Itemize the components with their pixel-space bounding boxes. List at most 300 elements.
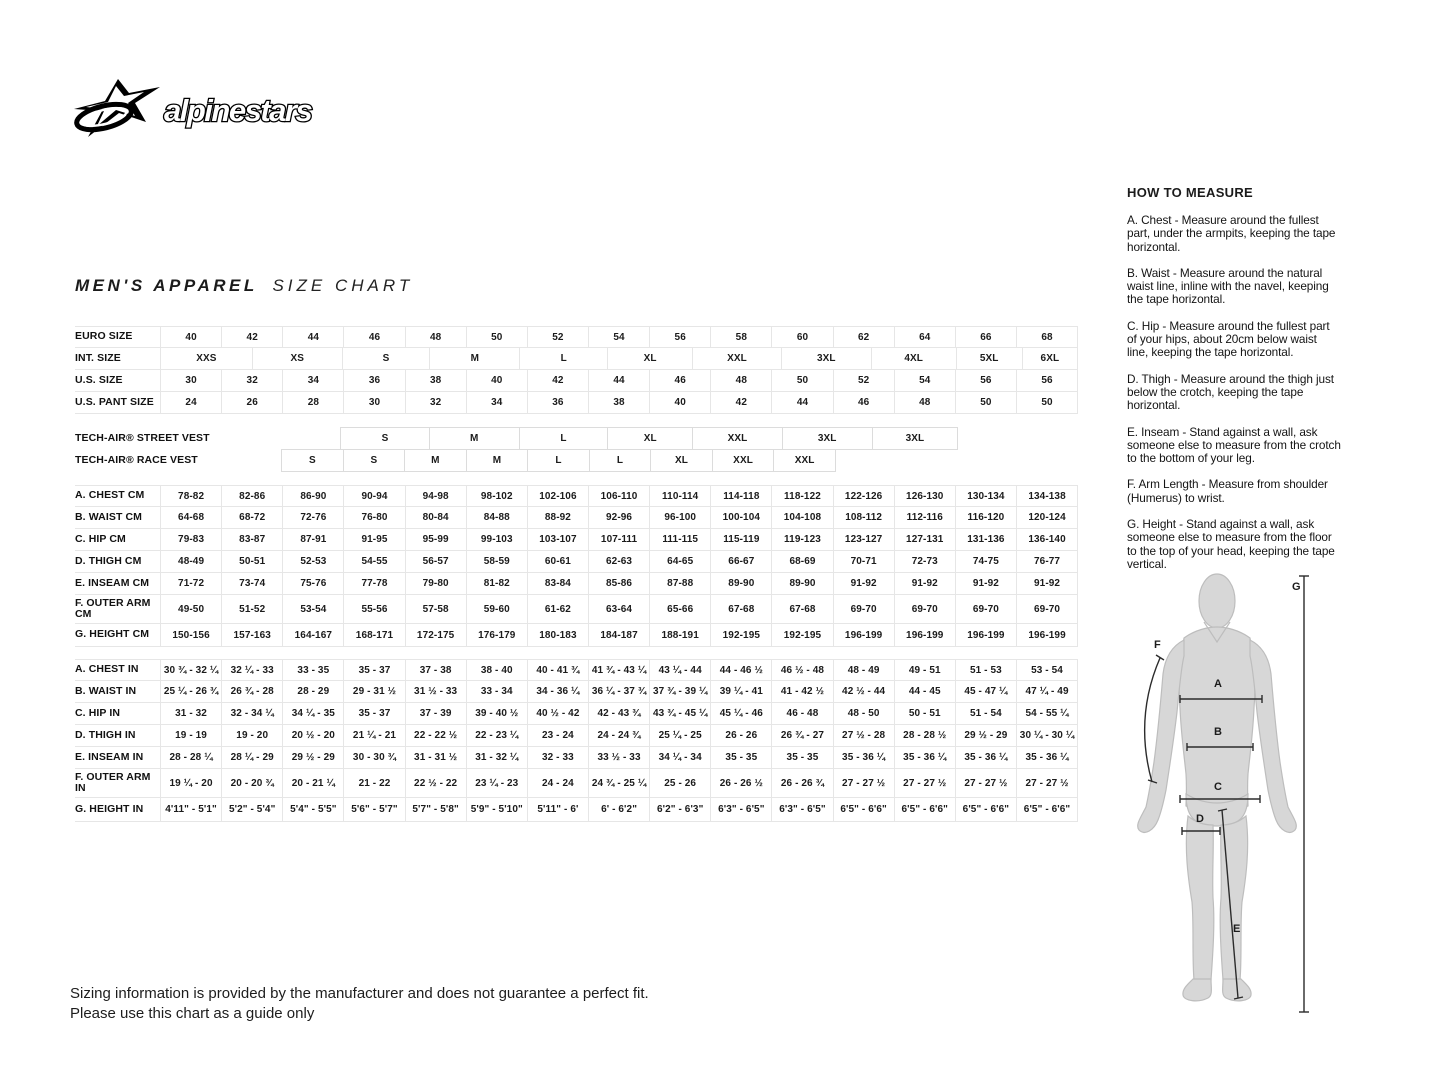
row-label: A. CHEST CM — [75, 489, 145, 502]
table-row — [75, 370, 1078, 392]
size-cell: 27 - 27 ½ — [894, 769, 955, 797]
size-cell: 83-87 — [221, 529, 282, 550]
size-cell: 5'7" - 5'8" — [405, 798, 466, 821]
size-cell: 26 - 26 ¾ — [771, 769, 832, 797]
size-cell: 118-122 — [771, 486, 832, 506]
size-cell: 33 - 35 — [282, 660, 343, 680]
logo-wordmark: alpinestars — [164, 93, 312, 128]
size-cell: 28 - 28 ½ — [894, 725, 955, 746]
size-cell: 46 - 48 — [771, 703, 832, 724]
size-cell: 62-63 — [588, 551, 649, 572]
size-cell: 48-49 — [160, 551, 221, 572]
size-cell: 114-118 — [710, 486, 771, 506]
page-title-light: SIZE CHART — [272, 276, 414, 295]
size-cell: 196-199 — [833, 624, 894, 646]
row-label: B. WAIST IN — [75, 684, 137, 697]
size-cell: L — [519, 427, 608, 450]
size-cell: 96-100 — [649, 507, 710, 528]
size-cell: 24 - 24 — [527, 769, 588, 797]
size-cell: 25 - 26 — [649, 769, 710, 797]
size-cell: 5'9" - 5'10" — [466, 798, 527, 821]
size-cell: M — [466, 449, 529, 472]
row-cells — [160, 486, 1078, 506]
size-cell: 22 ½ - 22 — [405, 769, 466, 797]
size-cell: 123-127 — [833, 529, 894, 550]
size-cell: 22 - 22 ½ — [405, 725, 466, 746]
row-label: D. THIGH CM — [75, 554, 142, 567]
size-cell: 25 ¼ - 26 ¾ — [160, 681, 221, 702]
size-cell: 48 — [894, 392, 955, 413]
size-cell: 47 ¼ - 49 — [1016, 681, 1078, 702]
row-label: A. CHEST IN — [75, 663, 139, 676]
size-cell: 30 — [160, 370, 221, 391]
empty-cell — [836, 449, 1078, 472]
size-cell: 69-70 — [833, 595, 894, 623]
size-cell: 30 ¼ - 30 ¼ — [1016, 725, 1078, 746]
size-cell: 53-54 — [282, 595, 343, 623]
page-title-bold: MEN'S APPAREL — [75, 276, 258, 295]
size-cell: 69-70 — [955, 595, 1016, 623]
size-cell: 91-92 — [894, 573, 955, 594]
size-cell: 64 — [894, 327, 955, 347]
size-cell: 30 — [343, 392, 404, 413]
size-cell: 30 ¾ - 32 ¼ — [160, 660, 221, 680]
size-cell: 106-110 — [588, 486, 649, 506]
size-cell: 91-95 — [343, 529, 404, 550]
size-cell: 34 — [282, 370, 343, 391]
size-cell: 57-58 — [405, 595, 466, 623]
size-cell: 150-156 — [160, 624, 221, 646]
table-row — [75, 529, 1078, 551]
table-gap — [75, 647, 1078, 659]
size-cell: 107-111 — [588, 529, 649, 550]
size-cell: 54 — [588, 327, 649, 347]
table-row — [75, 769, 1078, 798]
size-cell: 26 - 26 ½ — [710, 769, 771, 797]
size-cell: 49 - 51 — [894, 660, 955, 680]
figure-label-d: D — [1196, 813, 1204, 825]
size-cell: 45 ¼ - 46 — [710, 703, 771, 724]
size-cell: 73-74 — [221, 573, 282, 594]
size-cell: 115-119 — [710, 529, 771, 550]
size-cell: 40 - 41 ¾ — [527, 660, 588, 680]
size-cell: 6'5" - 6'6" — [894, 798, 955, 821]
size-cell: 51 - 54 — [955, 703, 1016, 724]
size-cell: 56 — [955, 370, 1016, 391]
table-row — [75, 551, 1078, 573]
size-cell: 5'4" - 5'5" — [282, 798, 343, 821]
size-cell: 65-66 — [649, 595, 710, 623]
row-cells — [160, 681, 1078, 702]
size-cell: 34 ¼ - 35 — [282, 703, 343, 724]
row-cells — [160, 370, 1078, 391]
size-cell: 23 ¼ - 23 — [466, 769, 527, 797]
size-cell: 56-57 — [405, 551, 466, 572]
size-cell: 59-60 — [466, 595, 527, 623]
row-label: C. HIP IN — [75, 706, 121, 719]
size-cell: 119-123 — [771, 529, 832, 550]
size-cell: 32 - 34 ¼ — [221, 703, 282, 724]
figure-label-b: B — [1214, 726, 1222, 738]
row-cells — [160, 747, 1078, 768]
row-cells — [160, 348, 1078, 369]
table-row — [75, 427, 1078, 450]
size-cell: 21 - 22 — [343, 769, 404, 797]
size-cell: 29 - 31 ½ — [343, 681, 404, 702]
size-cell: XXL — [712, 449, 775, 472]
table-row — [75, 624, 1078, 647]
table-row — [75, 573, 1078, 595]
size-cell: 28 - 28 ¼ — [160, 747, 221, 768]
table-row — [75, 485, 1078, 507]
size-cell: 44 — [771, 392, 832, 413]
size-cell: 32 — [221, 370, 282, 391]
size-cell: 120-124 — [1016, 507, 1078, 528]
size-cell: 6'3" - 6'5" — [771, 798, 832, 821]
size-cell: 27 - 27 ½ — [833, 769, 894, 797]
size-cell: 48 - 50 — [833, 703, 894, 724]
size-cell: 5XL — [956, 348, 1022, 369]
size-cell: 32 - 33 — [527, 747, 588, 768]
size-cell: 5'6" - 5'7" — [343, 798, 404, 821]
size-cell: 4XL — [871, 348, 956, 369]
size-cell: 44 — [588, 370, 649, 391]
row-label: C. HIP CM — [75, 532, 126, 545]
size-cell: 61-62 — [527, 595, 588, 623]
size-cell: 27 - 27 ½ — [1016, 769, 1078, 797]
size-cell: 77-78 — [343, 573, 404, 594]
size-cell: 66-67 — [710, 551, 771, 572]
size-cell: 112-116 — [894, 507, 955, 528]
size-cell: 196-199 — [894, 624, 955, 646]
size-cell: 100-104 — [710, 507, 771, 528]
size-cell: 87-91 — [282, 529, 343, 550]
size-cell: 180-183 — [527, 624, 588, 646]
size-cell: 134-138 — [1016, 486, 1078, 506]
size-cell: 51 - 53 — [955, 660, 1016, 680]
table-row — [75, 449, 1078, 472]
size-cell: 26 ¾ - 27 — [771, 725, 832, 746]
row-cells — [160, 392, 1078, 413]
size-cell: 46 — [833, 392, 894, 413]
row-cells — [160, 427, 1078, 450]
size-cell: S — [343, 449, 406, 472]
figure-label-g: G — [1292, 581, 1301, 593]
size-cell: 35 - 35 — [710, 747, 771, 768]
size-cell: 58-59 — [466, 551, 527, 572]
size-cell: 24 ¾ - 25 ¼ — [588, 769, 649, 797]
table-row — [75, 348, 1078, 370]
size-cell: 89-90 — [710, 573, 771, 594]
size-cell: 108-112 — [833, 507, 894, 528]
measurement-figure — [1120, 568, 1320, 1025]
disclaimer — [70, 984, 649, 1024]
size-cell: 74-75 — [955, 551, 1016, 572]
size-cell: 6'5" - 6'6" — [833, 798, 894, 821]
size-cell: 34 - 36 ¼ — [527, 681, 588, 702]
size-cell: 43 ¾ - 45 ¼ — [649, 703, 710, 724]
size-cell: 42 — [527, 370, 588, 391]
size-cell: XL — [607, 348, 692, 369]
size-cell: 48 — [405, 327, 466, 347]
size-cell: 192-195 — [710, 624, 771, 646]
row-cells — [160, 573, 1078, 594]
size-cell: XXL — [773, 449, 836, 472]
size-cell: 22 - 23 ¼ — [466, 725, 527, 746]
row-cells — [160, 725, 1078, 746]
figure-label-a: A — [1214, 678, 1222, 690]
size-cell: 56 — [1016, 370, 1078, 391]
size-cell: 111-115 — [649, 529, 710, 550]
disclaimer-line-1: Sizing information is provided by the manufacturer and does not guarantee a perfect fit. — [70, 985, 649, 1002]
size-cell: 67-68 — [710, 595, 771, 623]
size-cell: 79-80 — [405, 573, 466, 594]
size-cell: 80-84 — [405, 507, 466, 528]
size-cell: XXL — [692, 348, 781, 369]
size-cell: 92-96 — [588, 507, 649, 528]
size-cell: M — [429, 348, 519, 369]
size-cell: 60-61 — [527, 551, 588, 572]
row-label: E. INSEAM IN — [75, 750, 144, 763]
size-cell: XXL — [692, 427, 782, 450]
size-cell: 37 ¾ - 39 ¼ — [649, 681, 710, 702]
size-cell: 91-92 — [833, 573, 894, 594]
size-cell: 69-70 — [1016, 595, 1078, 623]
size-cell: L — [589, 449, 652, 472]
size-cell: 44 - 45 — [894, 681, 955, 702]
size-cell: 26 — [221, 392, 282, 413]
size-cell: 40 — [160, 327, 221, 347]
row-label: U.S. SIZE — [75, 373, 123, 386]
size-cell: 71-72 — [160, 573, 221, 594]
size-cell: 33 ½ - 33 — [588, 747, 649, 768]
row-cells — [160, 798, 1078, 821]
size-cell: 85-86 — [588, 573, 649, 594]
size-cell: 52 — [527, 327, 588, 347]
row-cells — [160, 769, 1078, 797]
size-cell: 172-175 — [405, 624, 466, 646]
size-cell: 55-56 — [343, 595, 404, 623]
size-cell: 42 ½ - 44 — [833, 681, 894, 702]
size-cell: 188-191 — [649, 624, 710, 646]
size-cell: 87-88 — [649, 573, 710, 594]
size-cell: 90-94 — [343, 486, 404, 506]
size-cell: 3XL — [782, 427, 873, 450]
size-cell: 34 ¼ - 34 — [649, 747, 710, 768]
size-cell: 6' - 6'2" — [588, 798, 649, 821]
size-cell: 21 ¼ - 21 — [343, 725, 404, 746]
size-cell: 28 ¼ - 29 — [221, 747, 282, 768]
measure-instruction-thigh: D. Thigh - Measure around the thigh just below the crotch, keeping the tape horizontal. — [1127, 371, 1334, 413]
row-cells — [160, 660, 1078, 680]
size-cell: 24 — [160, 392, 221, 413]
size-cell: L — [519, 348, 607, 369]
size-cell: S — [342, 348, 430, 369]
size-cell: 50 — [771, 370, 832, 391]
row-label: TECH-AIR® STREET VEST — [75, 431, 210, 444]
how-to-measure-panel — [1127, 185, 1341, 584]
size-cell: 76-77 — [1016, 551, 1078, 572]
row-label: B. WAIST CM — [75, 510, 143, 523]
size-cell: 38 — [588, 392, 649, 413]
size-cell: 44 - 46 ½ — [710, 660, 771, 680]
size-cell: 39 - 40 ½ — [466, 703, 527, 724]
brand-logo — [72, 78, 332, 140]
row-cells — [160, 507, 1078, 528]
table-row — [75, 747, 1078, 769]
measure-instruction-chest: A. Chest - Measure around the fullest part, under the armpits, keeping the tape horizontal. — [1127, 213, 1336, 254]
size-cell: 19 - 20 — [221, 725, 282, 746]
size-cell: 91-92 — [955, 573, 1016, 594]
size-cell: 3XL — [781, 348, 871, 369]
size-cell: 23 - 24 — [527, 725, 588, 746]
size-cell: 32 ¼ - 33 — [221, 660, 282, 680]
figure-label-e: E — [1233, 923, 1241, 935]
table-row — [75, 703, 1078, 725]
size-cell: 88-92 — [527, 507, 588, 528]
size-cell: 63-64 — [588, 595, 649, 623]
row-label: G. HEIGHT IN — [75, 802, 144, 815]
empty-cell — [958, 427, 1078, 450]
row-cells — [160, 595, 1078, 623]
size-cell: 51-52 — [221, 595, 282, 623]
size-cell: 49-50 — [160, 595, 221, 623]
row-label: D. THIGH IN — [75, 728, 136, 741]
size-cell: 130-134 — [955, 486, 1016, 506]
size-cell: 98-102 — [466, 486, 527, 506]
size-cell: 35 - 36 ¼ — [955, 747, 1016, 768]
size-cell: 89-90 — [771, 573, 832, 594]
size-cell: 95-99 — [405, 529, 466, 550]
size-cell: 34 — [466, 392, 527, 413]
size-cell: 68-69 — [771, 551, 832, 572]
size-cell: 54-55 — [343, 551, 404, 572]
size-cell: 36 — [527, 392, 588, 413]
size-cell: 176-179 — [466, 624, 527, 646]
size-cell: 29 ½ - 29 — [282, 747, 343, 768]
size-cell: 35 - 35 — [771, 747, 832, 768]
size-cell: 122-126 — [833, 486, 894, 506]
size-cell: 26 - 26 — [710, 725, 771, 746]
size-cell: 136-140 — [1016, 529, 1078, 550]
size-cell: 6XL — [1022, 348, 1078, 369]
size-cell: 54 - 55 ¼ — [1016, 703, 1078, 724]
row-cells — [160, 624, 1078, 646]
size-cell: 116-120 — [955, 507, 1016, 528]
table-row — [75, 681, 1078, 703]
size-cell: 72-76 — [282, 507, 343, 528]
size-cell: 91-92 — [1016, 573, 1078, 594]
measure-instruction-hip: C. Hip - Measure around the fullest part of your hips, about 20cm below waist line, keeping the tape horizontal. — [1127, 318, 1330, 360]
size-cell: 31 ½ - 33 — [405, 681, 466, 702]
size-cell: XL — [607, 427, 693, 450]
size-cell: S — [340, 427, 429, 450]
size-cell: 83-84 — [527, 573, 588, 594]
size-cell: 75-76 — [282, 573, 343, 594]
size-cell: 43 ¼ - 44 — [649, 660, 710, 680]
size-cell: 86-90 — [282, 486, 343, 506]
size-cell: 27 - 27 ½ — [955, 769, 1016, 797]
size-cell: 76-80 — [343, 507, 404, 528]
size-cell: 48 - 49 — [833, 660, 894, 680]
size-cell: 40 — [649, 392, 710, 413]
size-cell: 45 - 47 ¼ — [955, 681, 1016, 702]
table-row — [75, 725, 1078, 747]
size-cell: 192-195 — [771, 624, 832, 646]
size-cell: 36 ¼ - 37 ¾ — [588, 681, 649, 702]
measure-instruction-arm: F. Arm Length - Measure from shoulder (Humerus) to wrist. — [1127, 477, 1328, 505]
size-cell: M — [404, 449, 467, 472]
table-row — [75, 595, 1078, 624]
size-cell: 41 - 42 ½ — [771, 681, 832, 702]
row-label: EURO SIZE — [75, 330, 133, 343]
row-label: F. OUTER ARM CM — [75, 596, 151, 620]
table-gap — [75, 414, 1078, 427]
row-label: U.S. PANT SIZE — [75, 395, 154, 408]
how-to-measure-heading: HOW TO MEASURE — [1127, 185, 1254, 200]
size-cell: 66 — [955, 327, 1016, 347]
size-cell: 30 - 30 ¾ — [343, 747, 404, 768]
size-cell: 157-163 — [221, 624, 282, 646]
size-cell: 42 — [710, 392, 771, 413]
row-label: G. HEIGHT CM — [75, 628, 150, 641]
size-cell: 38 - 40 — [466, 660, 527, 680]
size-cell: 20 ½ - 20 — [282, 725, 343, 746]
size-cell: 52 — [833, 370, 894, 391]
size-cell: 127-131 — [894, 529, 955, 550]
row-label: TECH-AIR® RACE VEST — [75, 453, 198, 466]
size-cell: 32 — [405, 392, 466, 413]
size-cell: 19 - 19 — [160, 725, 221, 746]
body-diagram — [1120, 568, 1320, 1020]
size-cell: 84-88 — [466, 507, 527, 528]
empty-cell — [160, 427, 340, 450]
size-cell: 50 — [1016, 392, 1078, 413]
row-label: INT. SIZE — [75, 351, 121, 364]
size-cell: 6'3" - 6'5" — [710, 798, 771, 821]
size-cell: XXS — [160, 348, 252, 369]
size-cell: 50 — [466, 327, 527, 347]
size-cell: 28 — [282, 392, 343, 413]
size-cell: 39 ¼ - 41 — [710, 681, 771, 702]
table-row — [75, 507, 1078, 529]
size-cell: 48 — [710, 370, 771, 391]
size-cell: 168-171 — [343, 624, 404, 646]
size-cell: 110-114 — [649, 486, 710, 506]
size-cell: 33 - 34 — [466, 681, 527, 702]
size-cell: 50-51 — [221, 551, 282, 572]
figure-label-f: F — [1154, 639, 1161, 651]
size-cell: 35 - 36 ¼ — [894, 747, 955, 768]
size-cell: 6'5" - 6'6" — [1016, 798, 1078, 821]
size-cell: 44 — [282, 327, 343, 347]
size-cell: 104-108 — [771, 507, 832, 528]
size-cell: 102-106 — [527, 486, 588, 506]
disclaimer-line-2: Please use this chart as a guide only — [70, 1005, 315, 1022]
size-cell: 42 - 43 ¾ — [588, 703, 649, 724]
row-label: E. INSEAM CM — [75, 576, 150, 589]
size-cell: 41 ¾ - 43 ¼ — [588, 660, 649, 680]
table-row — [75, 392, 1078, 414]
size-cell: XL — [650, 449, 713, 472]
size-cell: 64-65 — [649, 551, 710, 572]
size-cell: 35 - 36 ¼ — [833, 747, 894, 768]
size-cell: 50 — [955, 392, 1016, 413]
row-cells — [160, 449, 1078, 472]
size-cell: 36 — [343, 370, 404, 391]
size-cell: 184-187 — [588, 624, 649, 646]
size-cell: 78-82 — [160, 486, 221, 506]
